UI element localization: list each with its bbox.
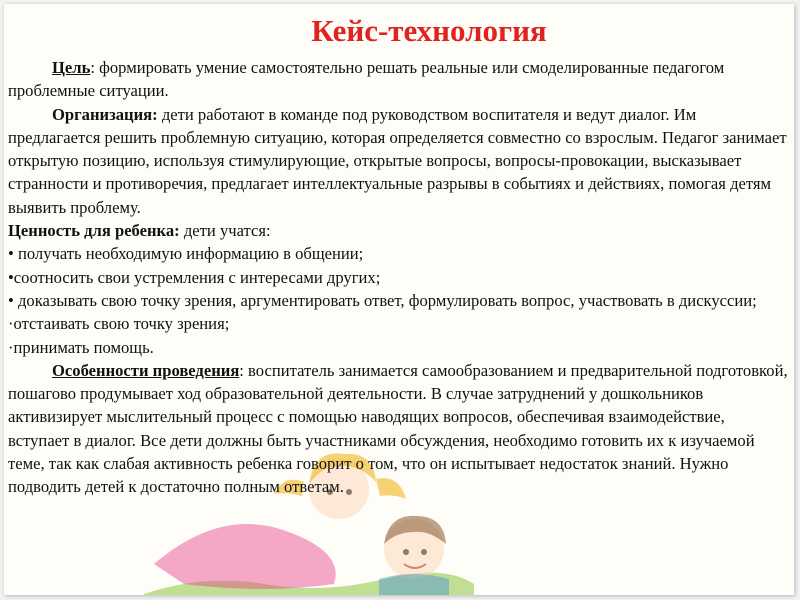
organization-label: Организация: bbox=[52, 104, 158, 124]
value-item: •соотносить свои устремления с интересами других; bbox=[8, 267, 381, 287]
slide-body bbox=[8, 56, 790, 499]
value-item: • доказывать свою точку зрения, аргументировать ответ, формулировать вопрос, участвовать в дискуссии; bbox=[8, 290, 757, 310]
value-label: Ценность для ребенка: bbox=[8, 221, 180, 241]
value-item: ·отстаивать свою точку зрения; bbox=[8, 314, 230, 334]
goal-text: : формировать умение самостоятельно решать реальные или смоделированные педагогом проблемные ситуации. bbox=[8, 58, 725, 101]
goal-label: Цель bbox=[52, 58, 91, 77]
features-text: : воспитатель занимается самообразованием и предварительной подготовкой, пошагово продумывает ход образовательной деятельности. В случае затруднений у дошкольников активизирует мыслительный процесс с помощью наводящих вопросов, обеспечивая взаимодействие, вступает в диалог. Все дети должны быть участниками обсуждения, необходимо готовить их к изучаемой теме, так как слабая активность ребенка говорит о том, что он испытывает недостаток знаний. Нужно подводить детей к достаточно полным ответам. bbox=[8, 360, 788, 497]
value-paragraph bbox=[8, 219, 790, 242]
goal-paragraph bbox=[8, 56, 790, 103]
value-item: • получать необходимую информацию в общении; bbox=[8, 244, 364, 264]
features-label: Особенности проведения bbox=[52, 360, 240, 380]
value-text: дети учатся: bbox=[179, 221, 271, 241]
slide-title: Кейс-технология bbox=[311, 13, 547, 48]
value-item: ·принимать помощь. bbox=[8, 337, 154, 357]
organization-paragraph bbox=[8, 103, 790, 219]
features-paragraph bbox=[8, 359, 790, 499]
organization-text: дети работают в команде под руководством воспитателя и ведут диалог. Им предлагается решить проблемную ситуацию, которая определяется совместно со взрослым. Педагог занимает открытую позицию, используя стимулирующие, открытые вопросы, вопросы-провокации, высказывает странности и противоречия, предлагает интеллектуальные разрывы в событиях и действиях, помогая детям выявить проблему. bbox=[8, 104, 787, 217]
slide bbox=[4, 4, 794, 595]
